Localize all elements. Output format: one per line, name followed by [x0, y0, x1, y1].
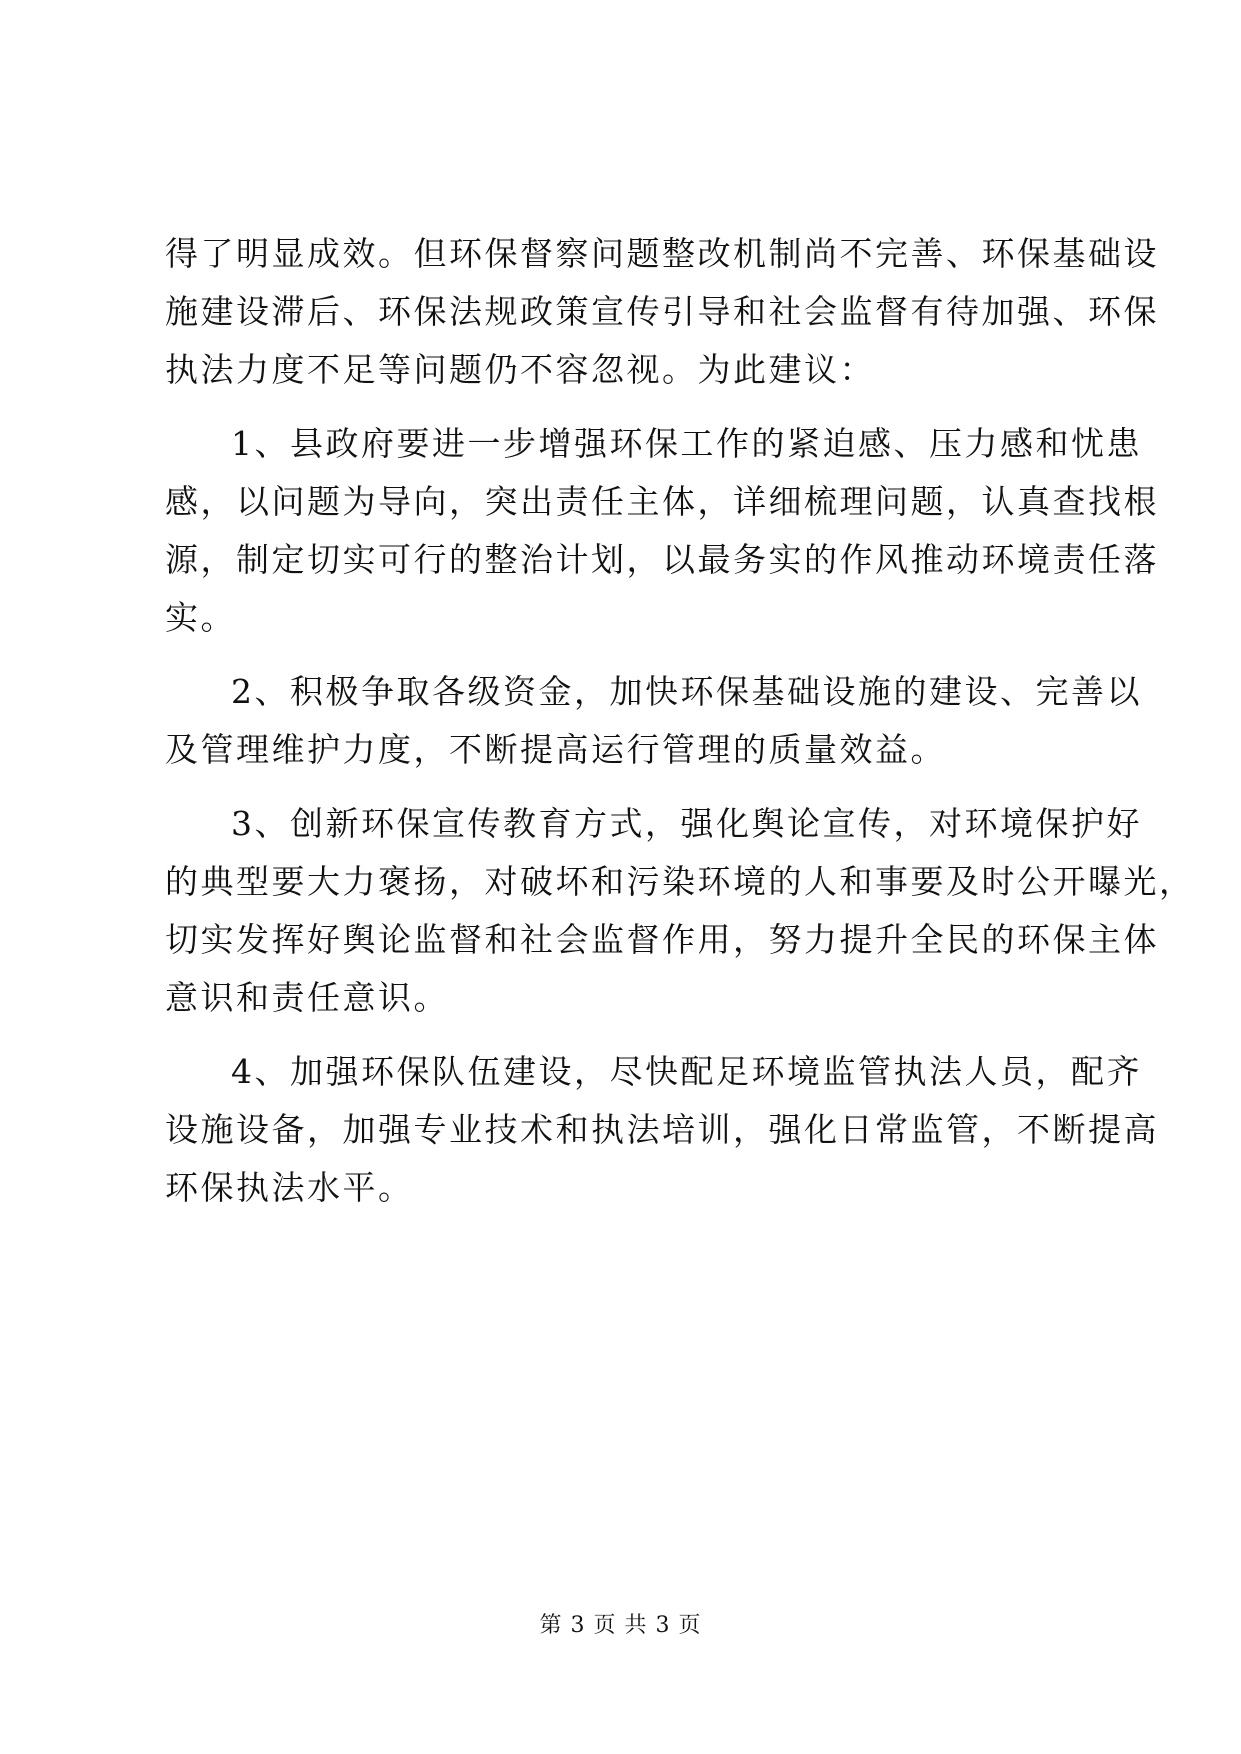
text-line: 环保执法水平。 [165, 1168, 414, 1207]
paragraph-item-2 [165, 663, 1142, 779]
text-line: 施建设滞后、环保法规政策宣传引导和社会监督有待加强、环保 [165, 292, 1159, 331]
text-line: 3、创新环保宣传教育方式，强化舆论宣传，对环境保护好 [231, 804, 1142, 843]
document-body [165, 225, 1195, 1217]
text-line: 的典型要大力褒扬，对破坏和污染环境的人和事要及时公开曝光， [165, 862, 1195, 901]
text-line: 实。 [165, 598, 236, 637]
text-line: 意识和责任意识。 [165, 978, 449, 1017]
text-line: 源，制定切实可行的整治计划，以最务实的作风推动环境责任落 [165, 540, 1159, 579]
text-line: 及管理维护力度，不断提高运行管理的质量效益。 [165, 730, 946, 769]
text-line: 设施设备，加强专业技术和执法培训，强化日常监管，不断提高 [165, 1110, 1159, 1149]
page-number-footer: 第 3 页 共 3 页 [539, 1613, 702, 1638]
paragraph-item-1 [165, 415, 1159, 647]
paragraph-item-3 [165, 795, 1195, 1027]
text-line: 得了明显成效。但环保督察问题整改机制尚不完善、环保基础设 [165, 234, 1159, 273]
text-line: 执法力度不足等问题仍不容忽视。为此建议： [165, 350, 875, 389]
text-line: 1、县政府要进一步增强环保工作的紧迫感、压力感和忧患 [231, 424, 1142, 463]
text-line: 感，以问题为导向，突出责任主体，详细梳理问题，认真查找根 [165, 482, 1159, 521]
paragraph-intro [165, 225, 1159, 399]
paragraph-item-4 [165, 1043, 1159, 1217]
text-line: 4、加强环保队伍建设，尽快配足环境监管执法人员，配齐 [231, 1052, 1142, 1091]
text-line: 切实发挥好舆论监督和社会监督作用，努力提升全民的环保主体 [165, 920, 1159, 959]
text-line: 2、积极争取各级资金，加快环保基础设施的建设、完善以 [231, 672, 1142, 711]
